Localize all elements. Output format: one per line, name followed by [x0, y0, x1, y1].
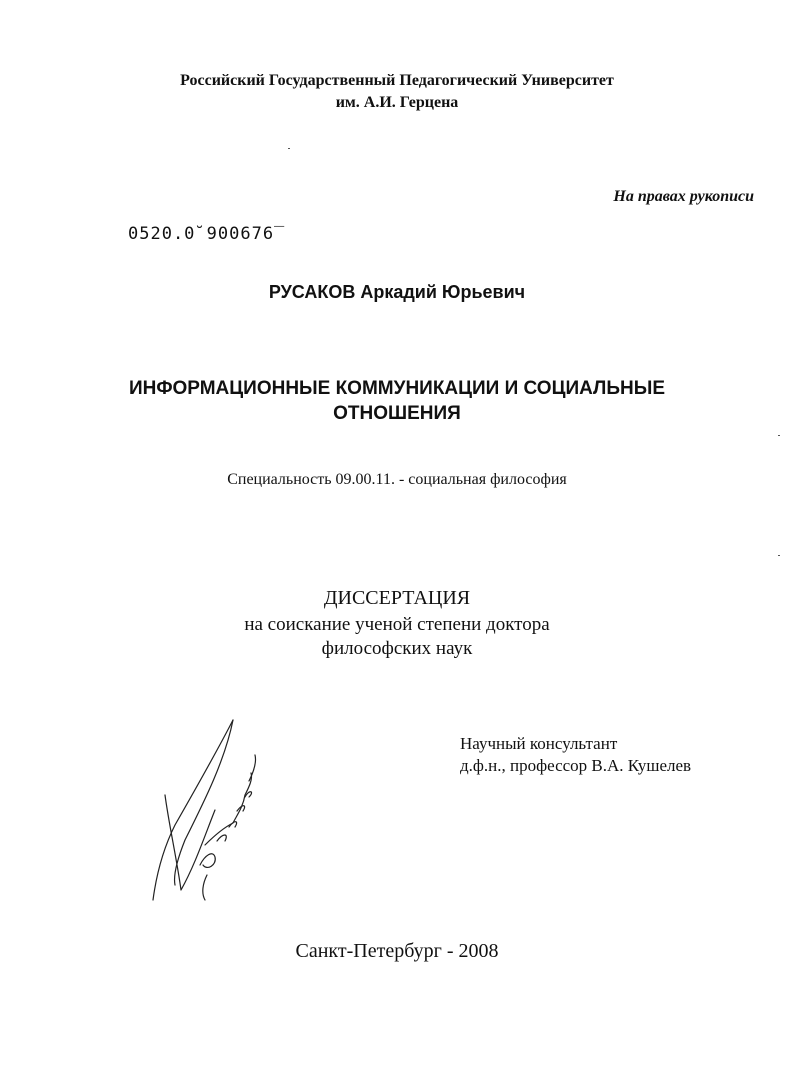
dissertation-heading: ДИССЕРТАЦИЯ — [323, 587, 471, 609]
scan-speck — [778, 555, 780, 556]
consultant-role: Научный консультант — [460, 734, 618, 753]
scan-speck — [778, 435, 780, 436]
university-named-after: им. А.И. Герцена — [335, 94, 459, 111]
degree-line-2: философских наук — [321, 638, 473, 659]
catalog-code: 0520.0̆ 900676‾ — [128, 224, 286, 244]
degree-description — [0, 613, 794, 661]
handwritten-signature-icon — [145, 715, 275, 905]
scan-speck — [288, 148, 290, 149]
city-year: Санкт-Петербург - 2008 — [295, 940, 499, 962]
scientific-consultant — [460, 733, 691, 777]
degree-line-1: на соискание ученой степени доктора — [244, 614, 550, 635]
title-line-2: ОТНОШЕНИЯ — [333, 403, 461, 424]
specialty: Специальность 09.00.11. - социальная философия — [227, 471, 567, 488]
rights-note: На правах рукописи — [613, 188, 754, 205]
university-name: Российский Государственный Педагогический Университет — [180, 72, 614, 89]
title-line-1: ИНФОРМАЦИОННЫЕ КОММУНИКАЦИИ И СОЦИАЛЬНЫЕ — [128, 378, 666, 399]
author-name: РУСАКОВ Аркадий Юрьевич — [268, 282, 526, 302]
consultant-name: д.ф.н., профессор В.А. Кушелев — [460, 756, 692, 775]
university-header — [0, 70, 794, 114]
dissertation-title — [0, 376, 794, 426]
